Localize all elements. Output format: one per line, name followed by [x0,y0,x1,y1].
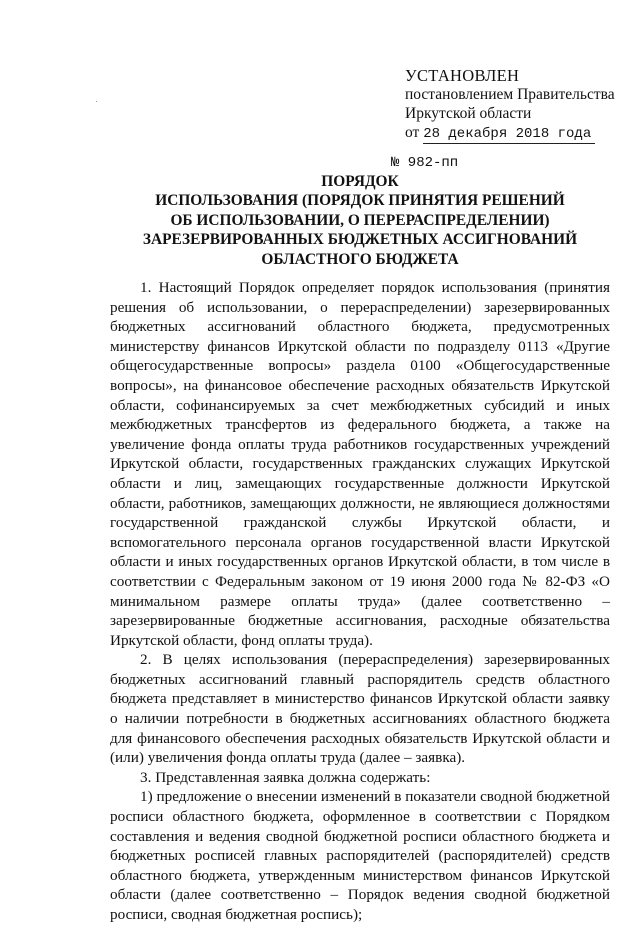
approval-date-row [405,123,620,144]
approval-block [391,66,620,173]
approval-date: 28 декабря 2018 года [423,126,595,144]
heading-line: ЗАРЕЗЕРВИРОВАННЫХ БЮДЖЕТНЫХ АССИГНОВАНИЙ [142,231,578,249]
heading-line: ОБ ИСПОЛЬЗОВАНИИ, О ПЕРЕРАСПРЕДЕЛЕНИИ) [170,211,550,229]
heading-line: ПОРЯДОК [321,173,399,190]
approval-line-1: постановлением Правительства [405,86,615,103]
paragraph-3: 3. Представленная заявка должна содержать: [140,768,431,786]
heading-line: ИСПОЛЬЗОВАНИЯ (ПОРЯДОК ПРИНЯТИЯ РЕШЕНИЙ [155,192,565,210]
document-body [110,278,610,925]
heading-line: ОБЛАСТНОГО БЮДЖЕТА [261,250,459,268]
approval-title: УСТАНОВЛЕН [405,66,520,85]
approval-date-prefix: от [405,124,420,141]
paragraph-3-item-1: 1) предложение о внесении изменений в показатели сводной бюджетной росписи областного бюджета, оформленное в соответствии с Порядком составления и ведения сводной бюджетной росписи областного бюджета и бюджетных росписей главных распорядителей (распорядителей) средств областного бюджета, утвержденным министерством финансов Иркутской области (далее соответственно – Порядок ведения сводной бюджетной росписи, сводная бюджетная роспись); [110,788,610,923]
approval-number: № 982-пп [391,155,459,171]
approval-line-2: Иркутской области [405,105,532,122]
paragraph-2: 2. В целях использования (перераспределения) зарезервированных бюджетных ассигнований главный распорядитель средств областного бюджета представляет в министерство финансов Иркутской области заявку о наличии потребности в бюджетных ассигнованиях областного бюджета для финансового обеспечения расходных обязательств Иркутской области и (или) увеличения фонда оплаты труда (далее – заявка). [110,651,610,767]
document-heading [110,172,610,269]
paragraph-1: 1. Настоящий Порядок определяет порядок использования (принятия решения об использовании, о перераспределении) зарезервированных бюджетных ассигнований областного бюджета, предусмотренных министерству финансов Иркутской области по подразделу 0113 «Другие общегосударственные вопросы» раздела 0100 «Общегосударственные вопросы», на финансовое обеспечение расходных обязательств Иркутской области, софинансируемых за счет межбюджетных субсидий и иных межбюджетных трансфертов из федерального бюджета, а также на увеличение фонда оплаты труда работников государственных учреждений Иркутской области, государственных гражданских служащих Иркутской области и лиц, замещающих государственные должности Иркутской области, работников, замещающих должности, не являющиеся должностями государственной гражданской службы Иркутской области, и вспомогательного персонала органов государственной власти Иркутской области и иных государственных органов Иркутской области, в том числе в соответствии с Федеральным законом от 19 июня 2000 года № 82-ФЗ «О минимальном размере оплаты труда» (далее соответственно – зарезервированные бюджетные ассигнования, расходные обязательства Иркутской области, фонд оплаты труда). [110,279,610,649]
scan-speck [96,101,97,102]
